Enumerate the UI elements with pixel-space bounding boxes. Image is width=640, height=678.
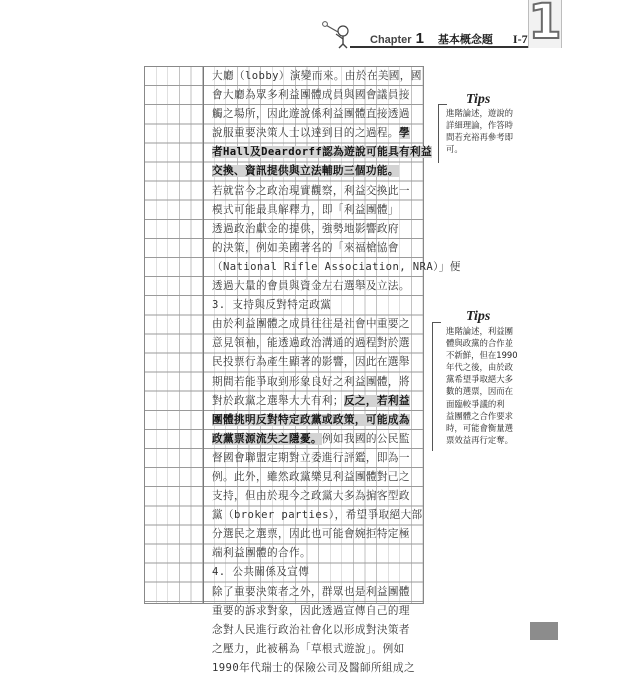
text-line (145, 525, 423, 544)
text-segment: 黨（broker parties），希望爭取絕大部 (212, 509, 423, 522)
text-segment: 對於政黨之選舉大大有利； (212, 394, 344, 407)
tip-title: Tips (466, 92, 491, 107)
text-line (145, 277, 423, 296)
text-segment: 重要的訴求對象，因此透過宣傳自己的理 (212, 604, 410, 617)
highlighted-text: 學 (398, 127, 410, 140)
text-line (145, 201, 423, 220)
tip-line: 時，可能會衡量選 (446, 422, 513, 433)
text-segment: 意見領袖，能透過政治溝通的過程對於選 (212, 337, 410, 350)
tip-line: 票效益再行定奪。 (446, 434, 513, 445)
text-segment: 支持，但由於現今之政黨大多為掮客型政 (212, 490, 410, 503)
text-line (145, 67, 423, 86)
text-line (145, 105, 423, 124)
text-line (145, 430, 423, 449)
text-segment: 分選民之選票，因此也可能會婉拒特定極 (212, 528, 410, 541)
page-corner-tab (530, 622, 558, 640)
text-line (145, 334, 423, 353)
text-segment: 由於利益團體之成員往往是社會中重要之 (212, 318, 410, 331)
tip-line: 不新鮮，但在1990 (446, 350, 518, 361)
tip-text (446, 107, 526, 155)
body-text (145, 67, 461, 678)
tip-line: 數的選票，因而在 (446, 386, 513, 397)
text-segment: （National Rifle Association, NRA）」便 (212, 260, 461, 273)
text-line (145, 468, 423, 487)
text-segment: 會大廳為眾多利益團體成員與國會議員接 (212, 89, 410, 102)
text-line (145, 506, 423, 525)
text-segment: 期間若能爭取到形象良好之利益團體，將 (212, 375, 410, 388)
text-line (145, 143, 433, 162)
tip-line: 益團體之合作要求 (446, 410, 513, 421)
text-segment: 透過大量的會員與資金左右選舉及立法。 (212, 280, 410, 293)
text-segment: 督國會聯盟定期對立委進行評鑑，即為一 (212, 451, 410, 464)
highlighted-text: 團體挑明反對特定政黨或政策，可能成為 (212, 413, 410, 426)
text-line (145, 373, 423, 392)
text-segment: 例。此外，雖然政黨樂見利益團體對己之 (212, 470, 410, 483)
text-segment: 1990年代瑞士的保險公司及醫師所組成之 (212, 661, 416, 674)
tip-line: 體與政黨的合作並 (446, 338, 513, 349)
text-line (145, 392, 423, 411)
text-line (145, 640, 423, 659)
text-line (145, 162, 423, 181)
text-segment: 4. 公共關係及宣傳 (212, 566, 310, 579)
page-number: I-7 (512, 32, 528, 46)
tip-line: 可。 (446, 144, 463, 155)
text-line (145, 563, 423, 582)
chapter-number: 1 (415, 30, 424, 47)
text-line (145, 411, 423, 430)
text-segment: 透過政治獻金的提供，強勢地影響政府 (212, 222, 399, 235)
highlighted-text: 交換、資訊提供與立法輔助三個功能。 (212, 165, 399, 178)
highlighted-text: 反之，若利益 (343, 394, 410, 407)
tip-line: 間若充裕再參考即 (446, 132, 513, 143)
tip-text (446, 325, 526, 446)
tip-bracket (432, 322, 441, 451)
text-segment: 除了重要決策者之外，群眾也是利益團體 (212, 585, 410, 598)
text-segment: 念對人民進行政治社會化以形成對決策者 (212, 623, 410, 636)
tip-line: 黨希望爭取絕大多 (446, 374, 513, 385)
text-line (145, 583, 423, 602)
text-segment: 觸之場所，因此遊說係利益團體直接透過 (212, 108, 410, 121)
text-segment: 之壓力，此被稱為「草根式遊說」。例如 (212, 642, 405, 655)
text-segment: 若就當今之政治現實觀察，利益交換此一 (212, 184, 410, 197)
chapter-tab-number: 1 (528, 0, 562, 50)
running-header (370, 30, 528, 46)
highlighted-text: 者Hall及Deardorff認為遊說可能具有利益 (212, 146, 433, 159)
tip-line: 進階論述，遊說的 (446, 108, 513, 118)
text-segment: 例如我國的公民監 (321, 432, 410, 445)
tip-line: 面臨較爭議的利 (446, 398, 505, 409)
text-line (145, 449, 423, 468)
highlighted-text: 政黨票源流失之隱憂。 (212, 432, 322, 445)
text-line (145, 220, 423, 239)
tip-line: 詳細理論，作答時 (446, 120, 513, 131)
text-line (145, 602, 423, 621)
text-segment: 端利益團體的合作。 (212, 547, 311, 560)
chapter-title: 基本概念題 (437, 34, 493, 46)
text-segment: 3. 支持與反對特定政黨 (212, 299, 332, 312)
tip-line: 年代之後，由於政 (446, 362, 513, 373)
text-segment: 民投票行為產生顯著的影響，因此在選舉 (212, 356, 410, 369)
tip-line: 進階論述，利益團 (446, 326, 513, 336)
text-line (145, 86, 423, 105)
text-segment: 模式可能最具解釋力，即「利益團體」 (212, 203, 399, 216)
notebook-sheet (144, 66, 461, 674)
mascot-icon (322, 20, 356, 48)
tip-title: Tips (466, 309, 491, 324)
text-segment: 的決策，例如美國著名的「來福槍協會 (212, 241, 399, 254)
text-line (145, 621, 423, 640)
text-line (145, 353, 423, 372)
chapter-tab (528, 0, 562, 48)
text-line (145, 182, 423, 201)
text-line (145, 315, 423, 334)
text-line (145, 659, 423, 678)
text-line (145, 239, 423, 258)
text-line (145, 258, 461, 277)
text-segment: 大廳（lobby）演變而來。由於在美國，國 (212, 70, 422, 82)
text-line (145, 124, 423, 143)
text-line (145, 544, 423, 563)
chapter-label: Chapter (370, 34, 412, 46)
text-segment: 說服重要決策人士以達到目的之過程。 (212, 127, 399, 140)
text-line (145, 296, 423, 315)
text-line (145, 487, 423, 506)
